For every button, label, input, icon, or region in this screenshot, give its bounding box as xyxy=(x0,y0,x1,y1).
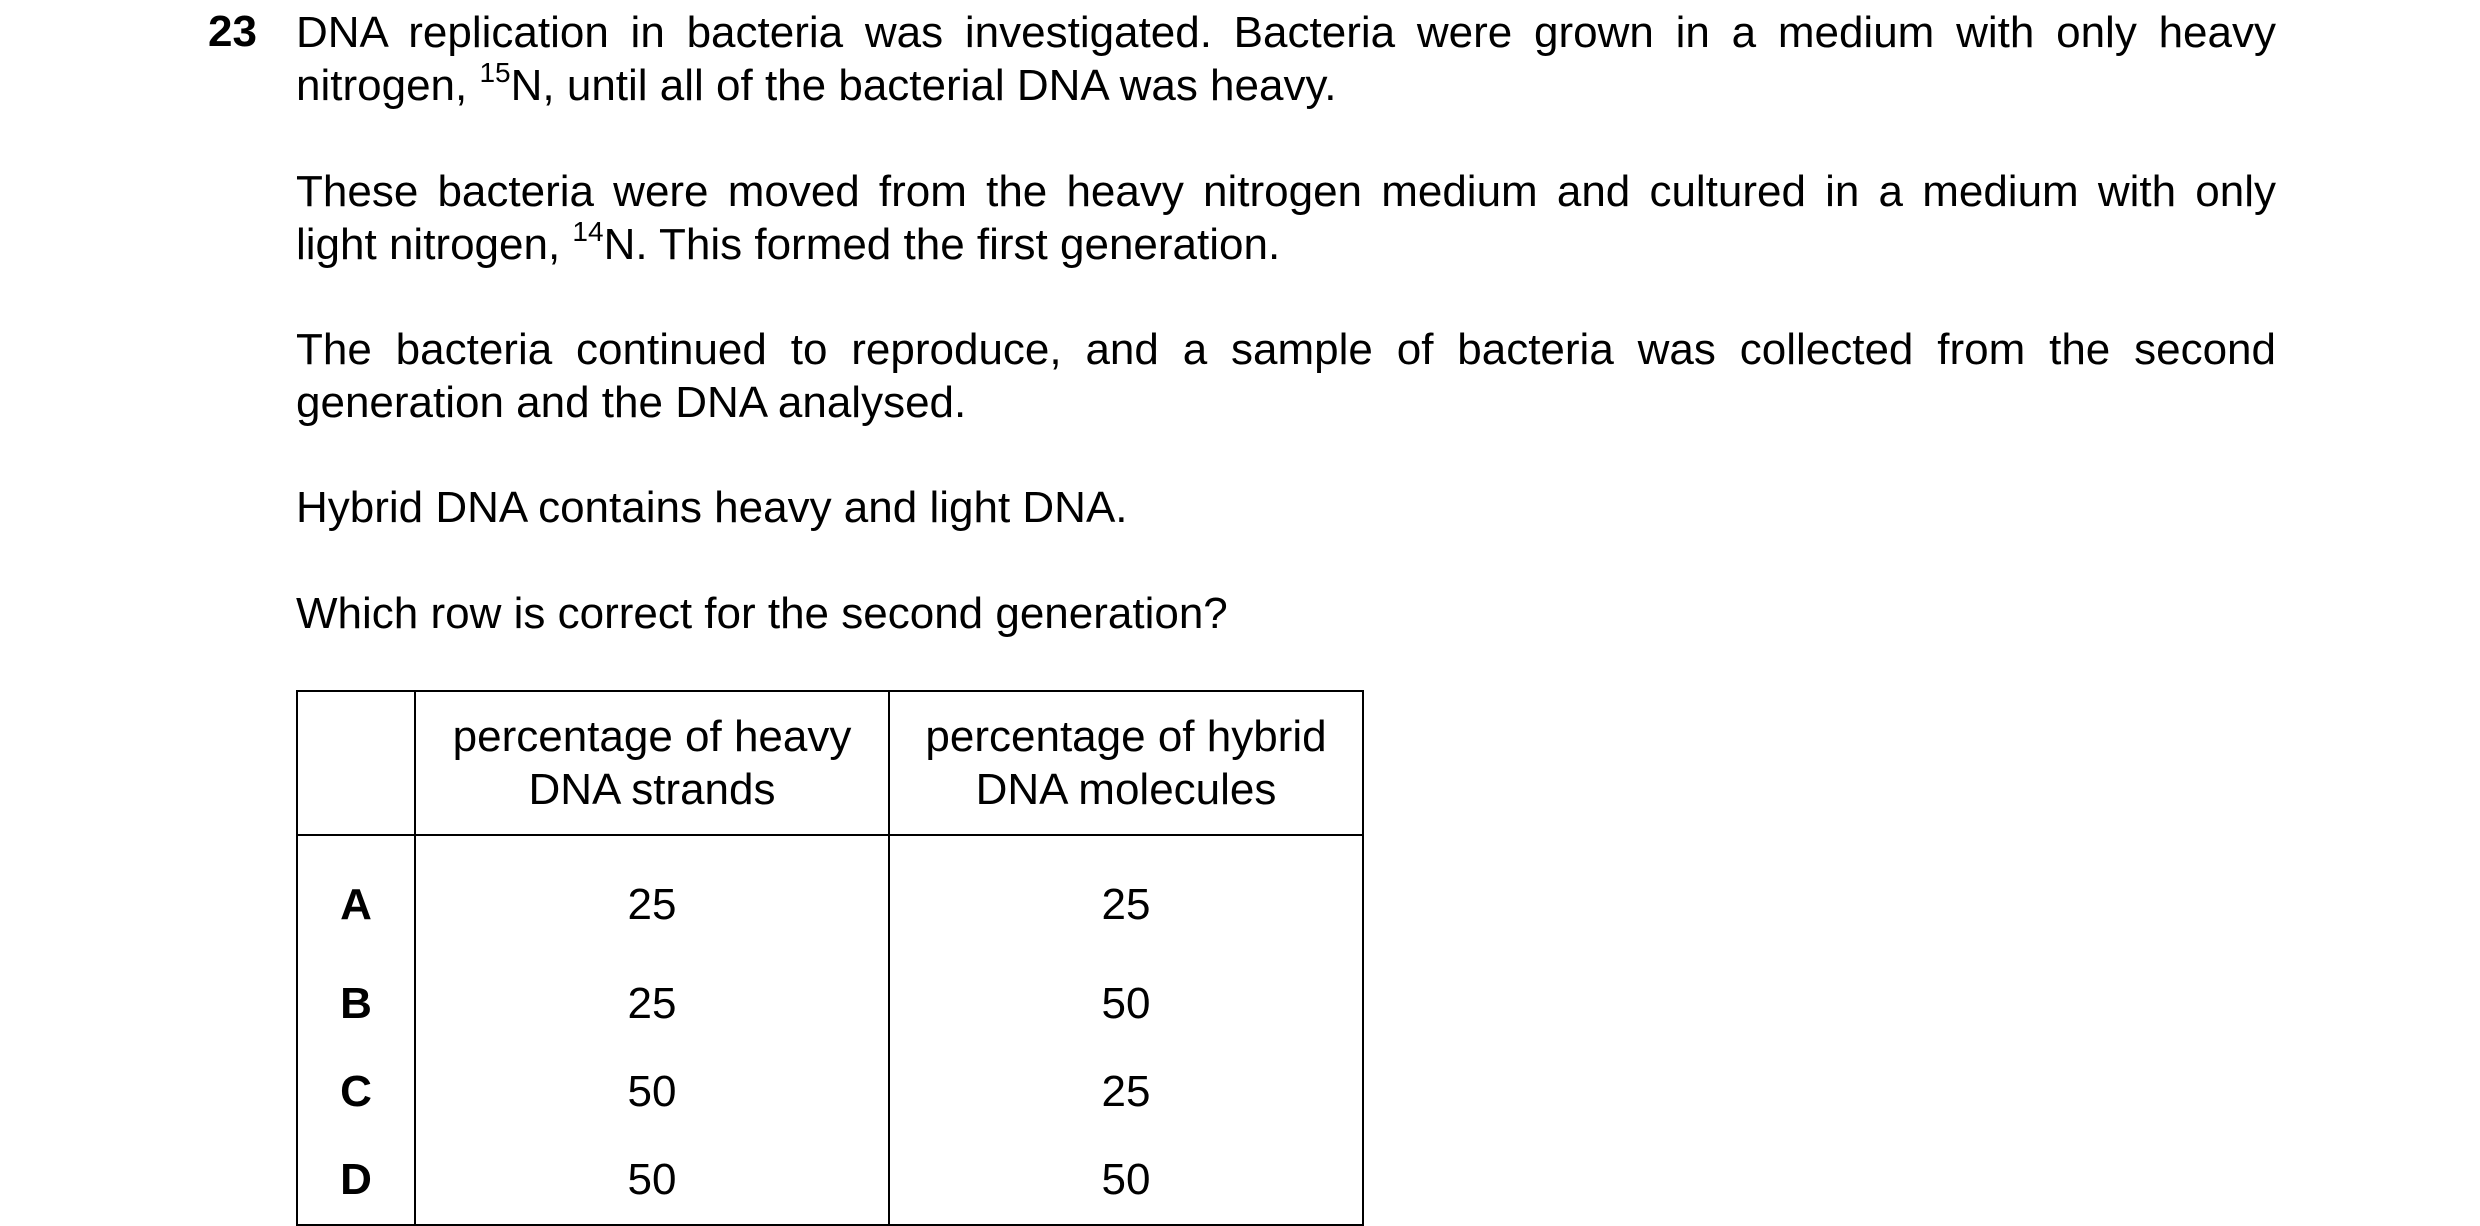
header-line: percentage of heavy xyxy=(452,712,852,761)
question-paragraph-sampling xyxy=(296,323,2276,429)
hybrid-value: 25 xyxy=(889,1048,1363,1136)
heavy-value: 25 xyxy=(415,960,889,1048)
question-number: 23 xyxy=(208,7,257,56)
isotope-superscript: 15 xyxy=(479,57,511,89)
header-line: DNA molecules xyxy=(975,765,1277,814)
table-header-row xyxy=(297,691,1363,835)
question-paragraph-transfer xyxy=(296,165,2276,271)
text-span: N. This formed the first generation. xyxy=(603,220,1281,269)
table-row xyxy=(297,1136,1363,1225)
row-label: A xyxy=(297,835,415,960)
paragraph-line xyxy=(296,59,2276,112)
paragraph-line: generation and the DNA analysed. xyxy=(296,378,967,427)
header-line: DNA strands xyxy=(528,765,776,814)
paragraph-line: The bacteria continued to reproduce, and a sample of bacteria was collected from the second xyxy=(296,325,2276,374)
answer-options-table xyxy=(296,690,1364,1226)
header-hybrid-molecules xyxy=(889,691,1363,835)
row-label: D xyxy=(297,1136,415,1225)
text-span: N, until all of the bacterial DNA was heavy. xyxy=(510,61,1337,110)
row-label: C xyxy=(297,1048,415,1136)
table-row xyxy=(297,960,1363,1048)
question-prompt: Which row is correct for the second generation? xyxy=(296,589,1228,638)
question-paragraph-intro xyxy=(296,6,2276,112)
table-row xyxy=(297,1048,1363,1136)
heavy-value: 25 xyxy=(415,835,889,960)
header-line: percentage of hybrid xyxy=(925,712,1327,761)
row-label: B xyxy=(297,960,415,1048)
paragraph-line: DNA replication in bacteria was investigated. Bacteria were grown in a medium with only heavy xyxy=(296,8,2276,57)
isotope-superscript: 14 xyxy=(572,216,604,248)
hybrid-value: 50 xyxy=(889,1136,1363,1225)
question-definition: Hybrid DNA contains heavy and light DNA. xyxy=(296,483,1128,532)
paragraph-line xyxy=(296,218,2276,271)
text-span: nitrogen, xyxy=(296,61,480,110)
text-span: light nitrogen, xyxy=(296,220,573,269)
heavy-value: 50 xyxy=(415,1136,889,1225)
table-row xyxy=(297,835,1363,960)
header-blank-cell xyxy=(297,691,415,835)
header-heavy-strands xyxy=(415,691,889,835)
paragraph-line: These bacteria were moved from the heavy nitrogen medium and cultured in a medium with only xyxy=(296,167,2276,216)
hybrid-value: 25 xyxy=(889,835,1363,960)
hybrid-value: 50 xyxy=(889,960,1363,1048)
heavy-value: 50 xyxy=(415,1048,889,1136)
